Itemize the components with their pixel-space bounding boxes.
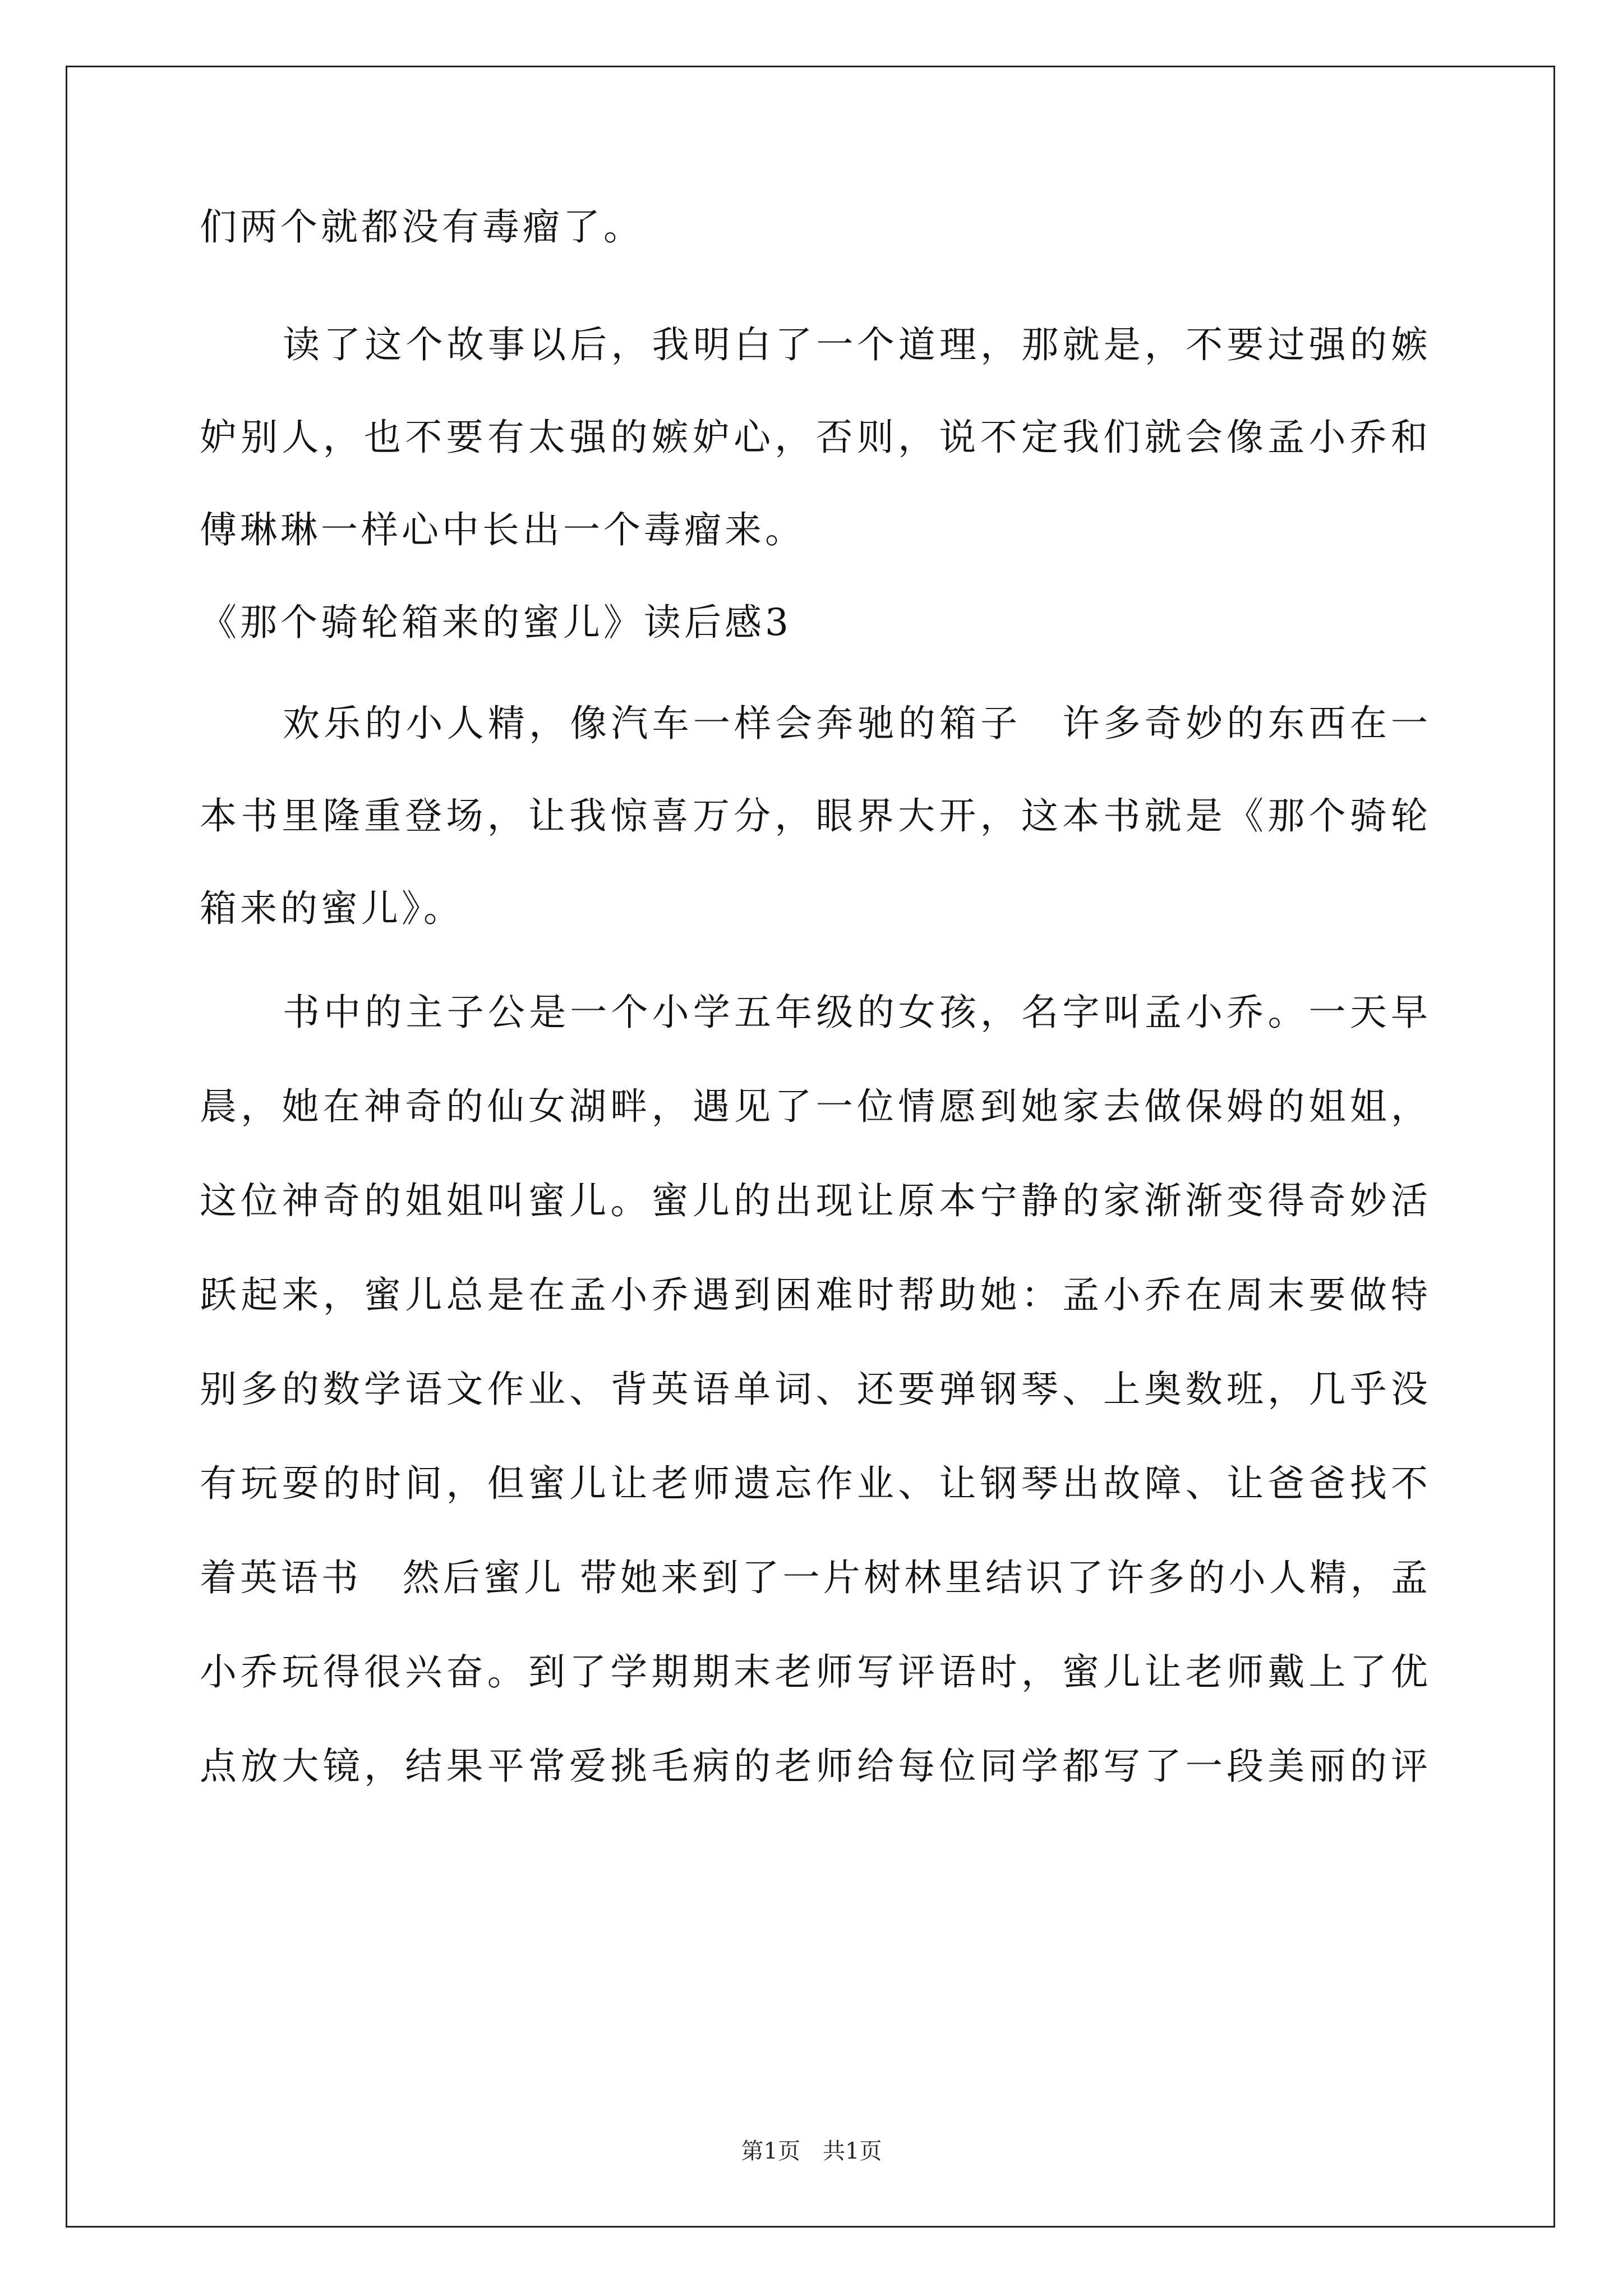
text-line: 读了这个故事以后，我明白了一个道理，那就是，不要过强的嫉: [283, 323, 1428, 366]
text-line: 这位神奇的姐姐叫蜜儿。蜜儿的出现让原本宁静的家渐渐变得奇妙活: [200, 1179, 1428, 1222]
text-line: 晨，她在神奇的仙女湖畔，遇见了一位情愿到她家去做保姆的姐姐，: [200, 1085, 1428, 1128]
text-line: 本书里隆重登场，让我惊喜万分，眼界大开，这本书就是《那个骑轮: [200, 794, 1428, 838]
text-line: 们两个就都没有毒瘤了。: [200, 205, 644, 249]
text-line: 有玩耍的时间，但蜜儿让老师遗忘作业、让钢琴出故障、让爸爸找不: [200, 1462, 1428, 1505]
text-line: 别多的数学语文作业、背英语单词、还要弹钢琴、上奥数班，几乎没: [200, 1368, 1428, 1411]
text-line: 傅琳琳一样心中长出一个毒瘤来。: [200, 508, 805, 551]
text-line: 小乔玩得很兴奋。到了学期期末老师写评语时，蜜儿让老师戴上了优: [200, 1650, 1428, 1694]
text-line: 书中的主子公是一个小学五年级的女孩，名字叫孟小乔。一天早: [283, 991, 1428, 1034]
page-footer: 第1页 共1页: [741, 2138, 882, 2164]
text-line: 点放大镜，结果平常爱挑毛病的老师给每位同学都写了一段美丽的评: [200, 1745, 1428, 1788]
page-border: [66, 66, 1555, 2228]
section-heading: 《那个骑轮箱来的蜜儿》读后感3: [200, 601, 792, 644]
text-line: 箱来的蜜儿》。: [200, 887, 464, 930]
text-line: 跃起来，蜜儿总是在孟小乔遇到困难时帮助她：孟小乔在周末要做特: [200, 1273, 1428, 1317]
text-line: 妒别人，也不要有太强的嫉妒心，否则，说不定我们就会像孟小乔和: [200, 416, 1428, 459]
text-line: 着英语书 然后蜜儿 带她来到了一片树林里结识了许多的小人精，孟: [200, 1556, 1428, 1599]
text-line: 欢乐的小人精，像汽车一样会奔驰的箱子 许多奇妙的东西在一: [283, 702, 1428, 745]
